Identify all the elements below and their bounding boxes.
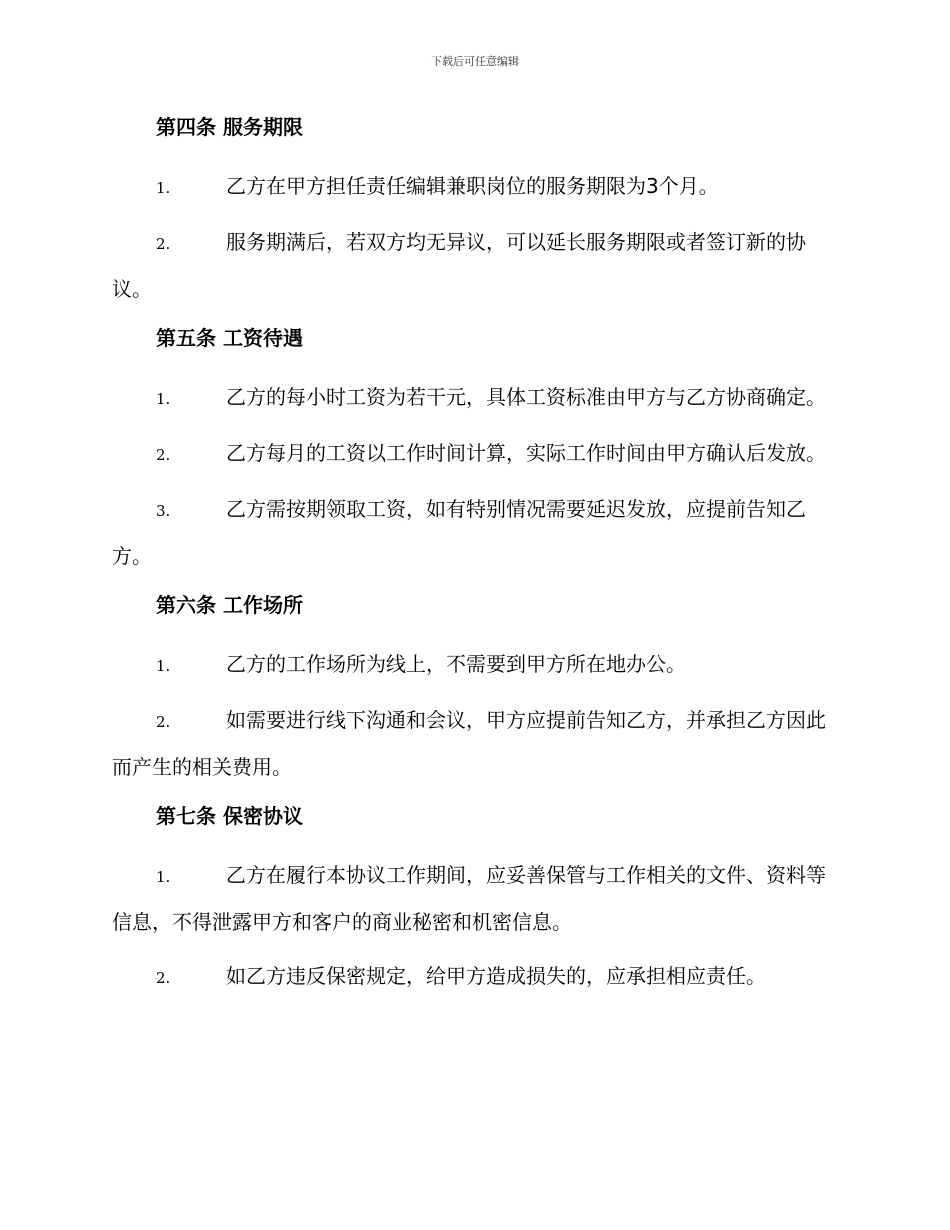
item-number: 2.: [156, 446, 171, 464]
item-text: 乙方每月的工资以工作时间计算，实际工作时间由甲方确认后发放。: [226, 441, 826, 465]
item-text: 如需要进行线下沟通和会议，甲方应提前告知乙方，并承担乙方因此而产生的相关费用。: [112, 708, 826, 779]
item-number: 3.: [156, 502, 171, 520]
page-header-note: 下载后可任意编辑: [431, 55, 519, 68]
item-number: 1.: [156, 179, 171, 197]
list-item: [112, 698, 834, 790]
list-item: [112, 642, 834, 689]
item-text: 乙方在履行本协议工作期间，应妥善保管与工作相关的文件、资料等信息，不得泄露甲方和客户的商业秘密和机密信息。: [112, 863, 826, 934]
item-text: 乙方的每小时工资为若干元，具体工资标准由甲方与乙方协商确定。: [226, 385, 826, 409]
list-item: [112, 954, 834, 1001]
item-text: 服务期满后，若双方均无异议，可以延长服务期限或者签订新的协议。: [112, 230, 806, 301]
section-heading: 第七条 保密协议: [156, 804, 303, 828]
list-item: [112, 487, 834, 579]
item-text: 乙方的工作场所为线上，不需要到甲方所在地办公。: [226, 652, 686, 676]
section-heading: 第五条 工资待遇: [156, 326, 303, 350]
item-number: 1.: [156, 390, 171, 408]
list-item: [112, 164, 834, 211]
item-number: 2.: [156, 969, 171, 987]
item-text: 乙方在甲方担任责任编辑兼职岗位的服务期限为3个月。: [226, 174, 719, 198]
item-text: 乙方需按期领取工资，如有特别情况需要延迟发放，应提前告知乙方。: [112, 497, 806, 568]
list-item: [112, 220, 834, 312]
item-number: 1.: [156, 868, 171, 886]
item-text: 如乙方违反保密规定，给甲方造成损失的，应承担相应责任。: [226, 964, 766, 988]
list-item: [112, 853, 834, 945]
item-number: 2.: [156, 235, 171, 253]
document-body: [112, 110, 834, 1010]
item-number: 2.: [156, 713, 171, 731]
item-number: 1.: [156, 657, 171, 675]
list-item: [112, 375, 834, 422]
section-heading: 第六条 工作场所: [156, 593, 303, 617]
section-heading: 第四条 服务期限: [156, 115, 303, 139]
list-item: [112, 431, 834, 478]
